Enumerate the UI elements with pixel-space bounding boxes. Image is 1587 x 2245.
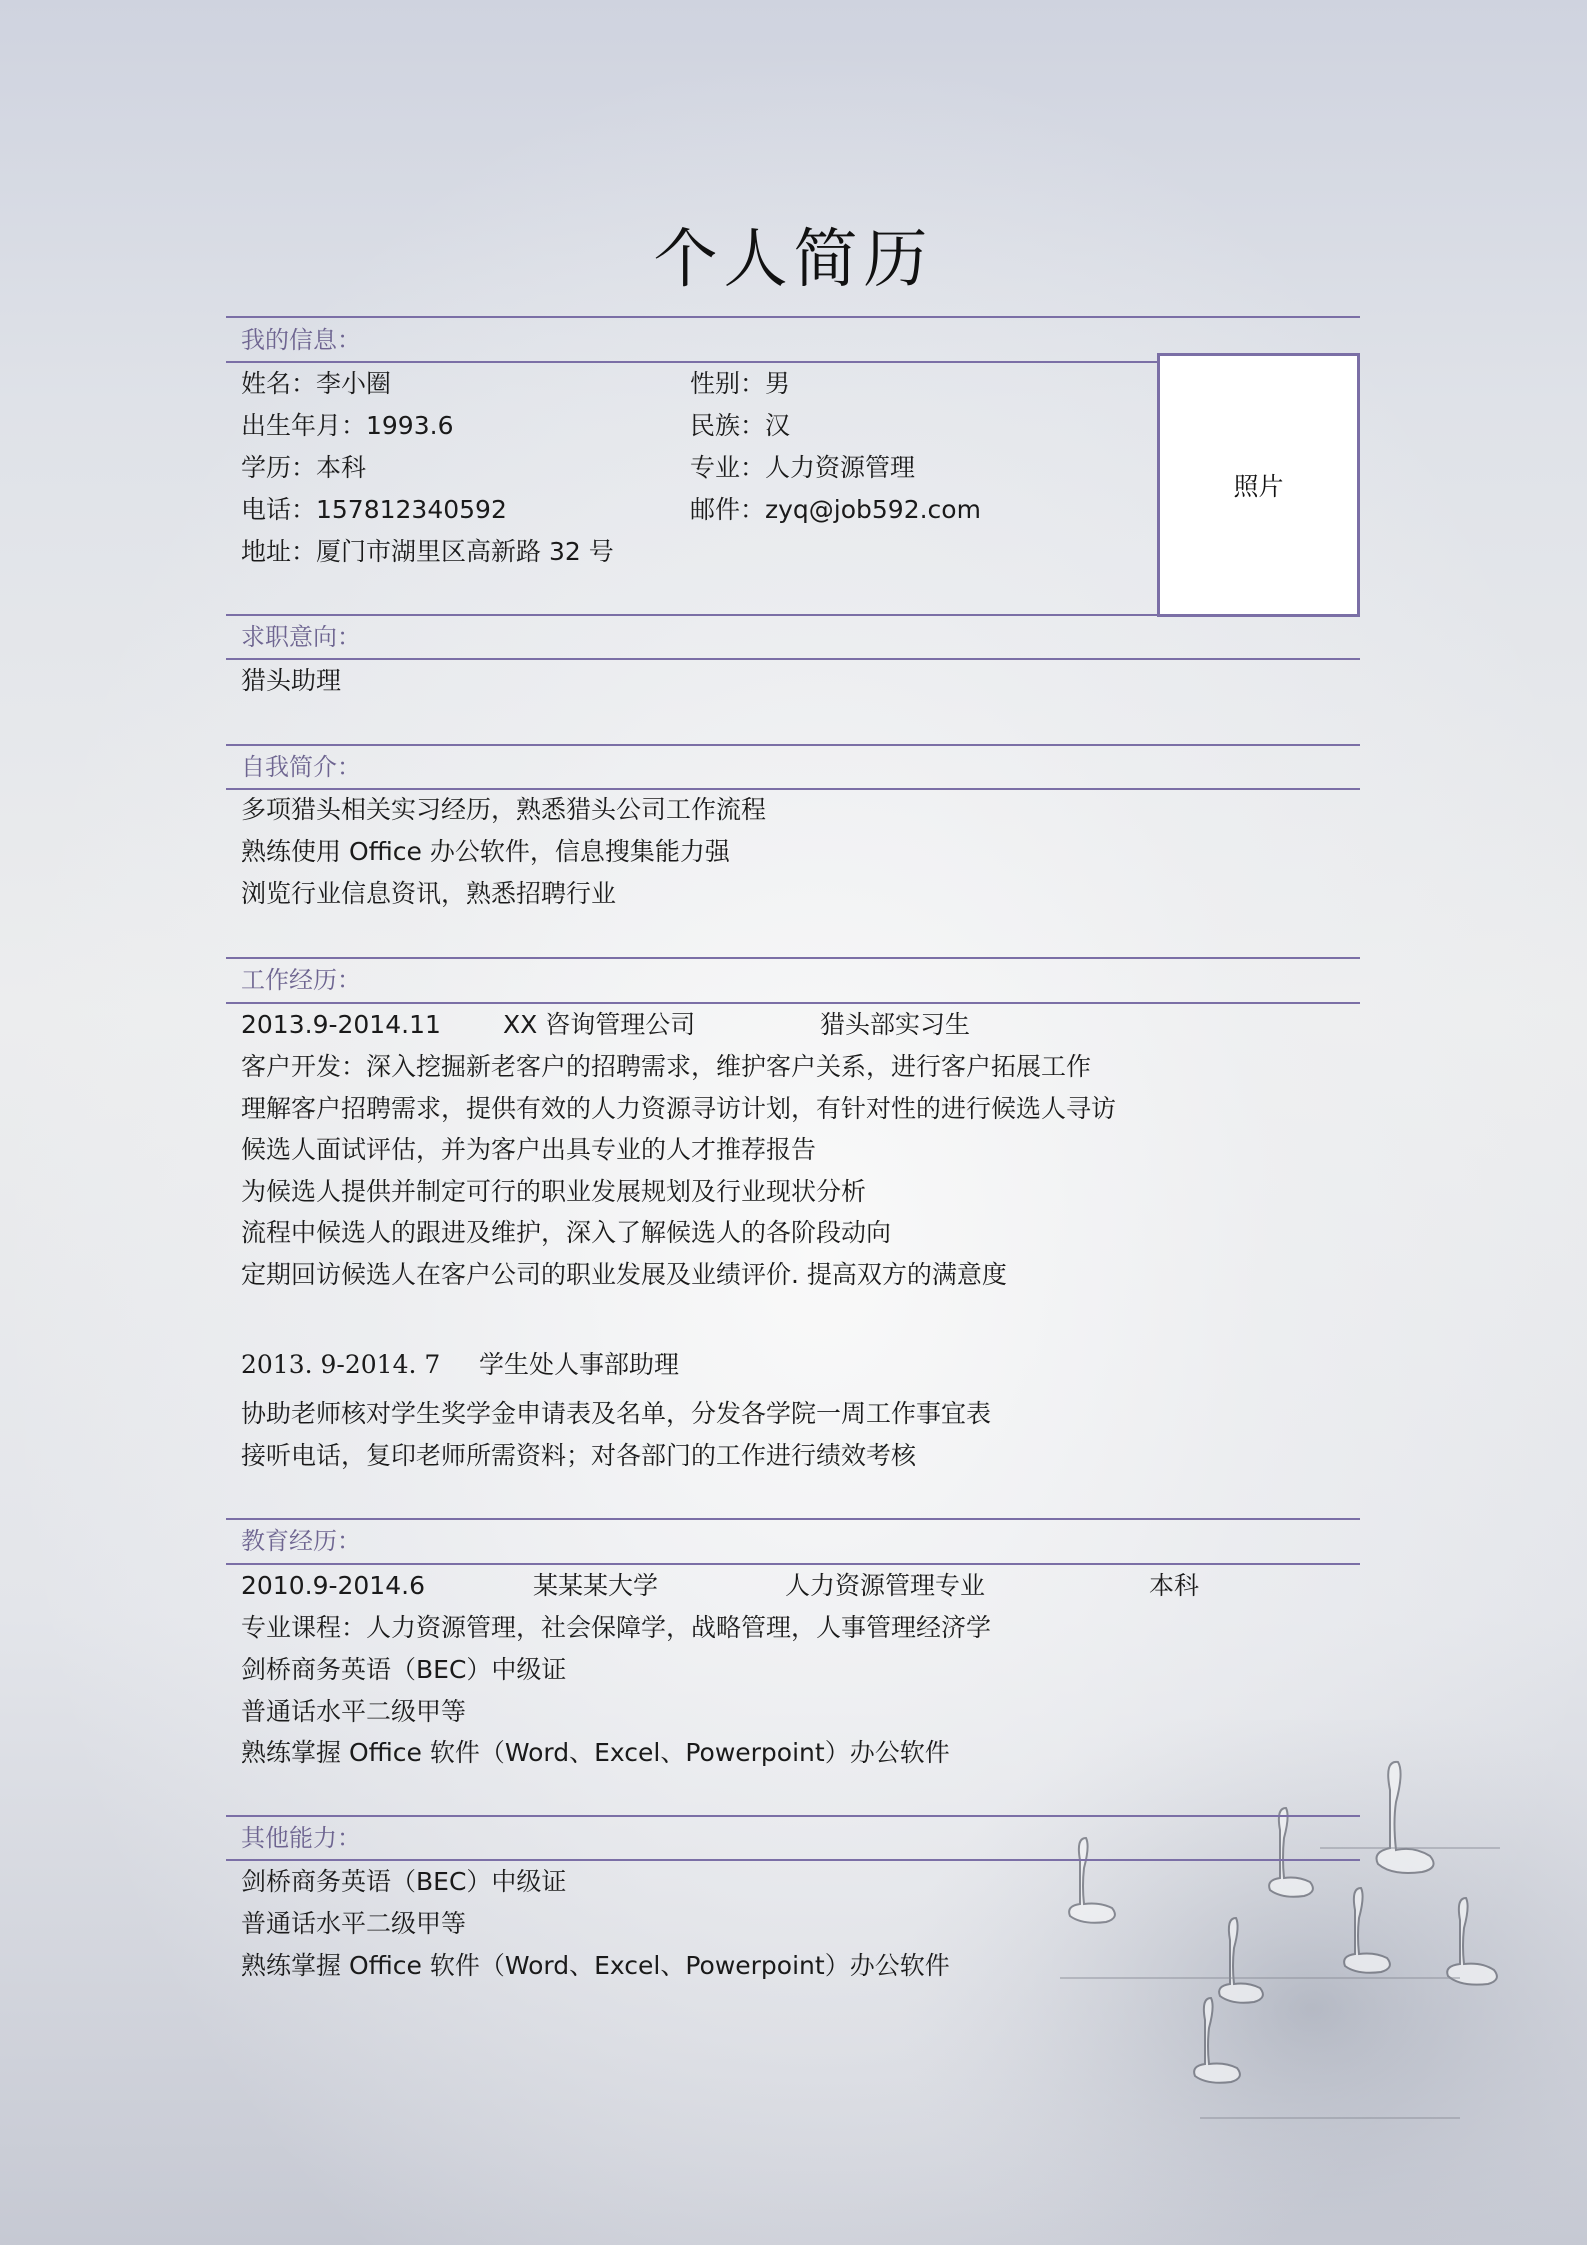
divider: [226, 614, 1360, 616]
info-education: 学历：本科: [241, 453, 367, 482]
section-heading-education: 教育经历：: [241, 1527, 361, 1555]
divider: [226, 744, 1360, 746]
other-line: 普通话水平二级甲等: [241, 1909, 467, 1938]
intro-line: 浏览行业信息资讯，熟悉招聘行业: [241, 879, 617, 908]
job1-line: 为候选人提供并制定可行的职业发展规划及行业现状分析: [241, 1177, 867, 1206]
info-birth: 出生年月：1993.6: [241, 411, 454, 440]
job1-company: XX 咨询管理公司: [503, 1010, 696, 1039]
swan-lake-background-image: [900, 1720, 1587, 2245]
job1-line: 理解客户招聘需求，提供有效的人力资源寻访计划，有针对性的进行候选人寻访: [241, 1094, 1117, 1123]
edu-school: 某某某大学: [533, 1571, 659, 1600]
edu-major: 人力资源管理专业: [785, 1571, 986, 1600]
job2-line: 接听电话，复印老师所需资料；对各部门的工作进行绩效考核: [241, 1441, 917, 1470]
info-email: 邮件：zyq@job592.com: [690, 495, 981, 524]
job1-period: 2013.9-2014.11: [241, 1010, 441, 1039]
section-heading-intent: 求职意向：: [241, 623, 361, 651]
job2-position: 学生处人事部助理: [479, 1350, 680, 1379]
divider: [226, 1518, 1360, 1520]
other-line: 熟练掌握 Office 软件（Word、Excel、Powerpoint）办公软件: [241, 1951, 950, 1980]
divider: [226, 1563, 1360, 1565]
divider: [226, 788, 1360, 790]
intent-value: 猎头助理: [241, 666, 342, 695]
edu-line: 专业课程：人力资源管理，社会保障学，战略管理，人事管理经济学: [241, 1613, 992, 1642]
divider: [226, 1815, 1360, 1817]
info-phone: 电话：157812340592: [241, 495, 507, 524]
job2-period: 2013. 9-2014. 7: [241, 1350, 441, 1379]
edu-period: 2010.9-2014.6: [241, 1571, 425, 1600]
job1-line: 流程中候选人的跟进及维护，深入了解候选人的各阶段动向: [241, 1218, 892, 1247]
section-heading-other: 其他能力：: [241, 1824, 361, 1852]
resume-title: 个人简历: [653, 223, 934, 297]
divider: [226, 1002, 1360, 1004]
photo-label: 照片: [1233, 472, 1284, 501]
job1-line: 定期回访候选人在客户公司的职业发展及业绩评价. 提高双方的满意度: [241, 1260, 1007, 1289]
info-major: 专业：人力资源管理: [690, 453, 916, 482]
edu-line: 普通话水平二级甲等: [241, 1697, 467, 1726]
job1-line: 客户开发：深入挖掘新老客户的招聘需求，维护客户关系，进行客户拓展工作: [241, 1052, 1092, 1081]
edu-line: 剑桥商务英语（BEC）中级证: [241, 1655, 567, 1684]
divider: [226, 1859, 1360, 1861]
intro-line: 熟练使用 Office 办公软件，信息搜集能力强: [241, 837, 730, 866]
divider: [226, 658, 1360, 660]
photo-placeholder: [1157, 353, 1360, 617]
info-gender: 性别：男: [690, 369, 791, 398]
intro-line: 多项猎头相关实习经历，熟悉猎头公司工作流程: [241, 795, 767, 824]
info-address: 地址：厦门市湖里区高新路 32 号: [241, 537, 614, 566]
info-name: 姓名：李小圈: [241, 369, 392, 398]
job2-line: 协助老师核对学生奖学金申请表及名单，分发各学院一周工作事宜表: [241, 1399, 992, 1428]
divider: [226, 957, 1360, 959]
section-heading-work: 工作经历：: [241, 966, 361, 994]
job1-position: 猎头部实习生: [820, 1010, 971, 1039]
job1-line: 候选人面试评估，并为客户出具专业的人才推荐报告: [241, 1135, 817, 1164]
section-heading-info: 我的信息：: [241, 326, 361, 354]
section-heading-intro: 自我简介：: [241, 753, 361, 781]
divider: [226, 361, 1157, 363]
other-line: 剑桥商务英语（BEC）中级证: [241, 1867, 567, 1896]
edu-degree: 本科: [1149, 1571, 1200, 1600]
divider: [226, 316, 1360, 318]
edu-line: 熟练掌握 Office 软件（Word、Excel、Powerpoint）办公软件: [241, 1738, 950, 1767]
info-ethnicity: 民族：汉: [690, 411, 791, 440]
